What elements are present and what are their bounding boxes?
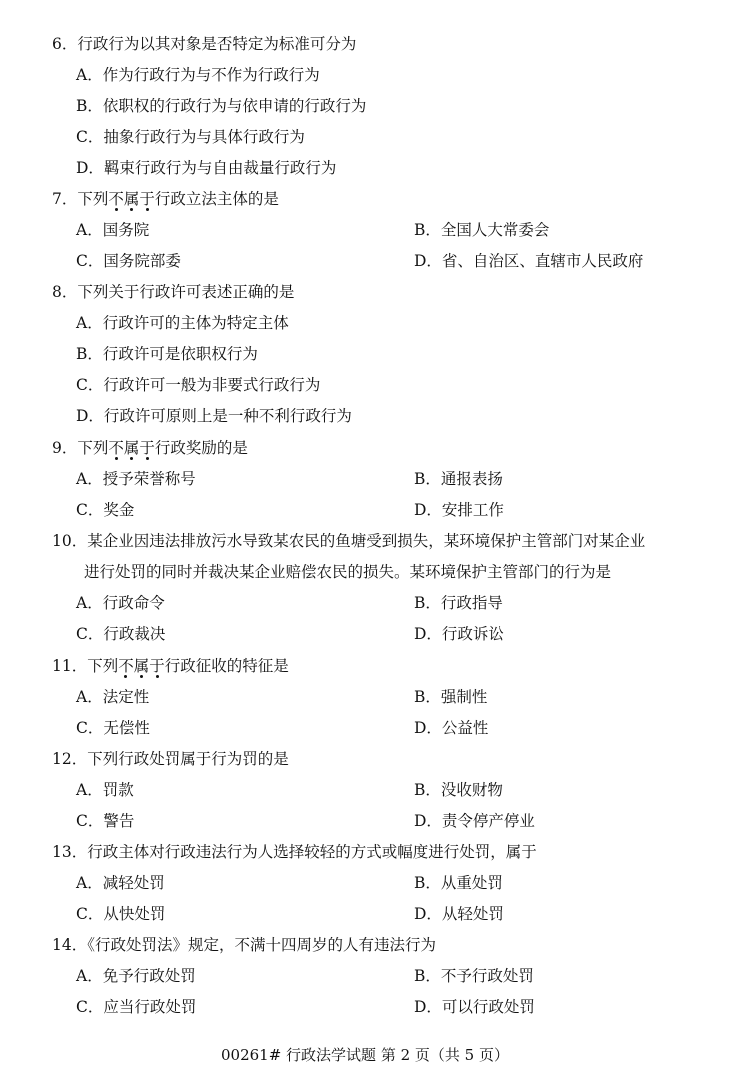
option-d: D．省、自治区、直辖市人民政府 <box>414 252 644 270</box>
emphasis-char: 于 <box>139 439 155 457</box>
option-a: A．减轻处罚 <box>76 874 165 892</box>
emphasis-char: 属 <box>123 190 140 208</box>
option-b: B．没收财物 <box>414 781 503 799</box>
option-b: B．行政指导 <box>414 594 503 612</box>
option-c: C．行政裁决 <box>76 625 166 643</box>
emphasis-char: 不 <box>108 439 124 457</box>
question-stem: 13．行政主体对行政违法行为人选择较轻的方式或幅度进行处罚，属于 <box>52 843 537 861</box>
question-stem: 8．下列关于行政许可表述正确的是 <box>52 283 295 301</box>
option-b: B．强制性 <box>414 688 488 706</box>
question-stem <box>52 187 279 211</box>
option-d: D．羁束行政行为与自由裁量行政行为 <box>76 159 337 177</box>
question-stem <box>52 436 248 460</box>
stem-suffix: 行政立法主体的是 <box>154 190 279 208</box>
option-a: A．行政许可的主体为特定主体 <box>76 314 289 332</box>
option-c: C．抽象行政行为与具体行政行为 <box>76 128 305 146</box>
option-d: D．责令停产停业 <box>414 812 535 830</box>
option-a: A．行政命令 <box>76 594 165 612</box>
option-c: C．国务院部委 <box>76 252 181 270</box>
option-c: C．应当行政处罚 <box>76 998 197 1016</box>
option-b: B．依职权的行政行为与依申请的行政行为 <box>76 97 367 115</box>
option-b: B．从重处罚 <box>414 874 503 892</box>
emphasis-char: 于 <box>139 190 155 208</box>
question-stem <box>52 654 289 678</box>
option-a: A．作为行政行为与不作为行政行为 <box>76 66 320 84</box>
option-c: C．行政许可一般为非要式行政行为 <box>76 376 321 394</box>
option-c: C．警告 <box>76 812 135 830</box>
stem-prefix: 7．下列 <box>52 190 109 208</box>
option-d: D．行政诉讼 <box>414 625 504 643</box>
option-d: D．安排工作 <box>414 501 504 519</box>
stem-prefix: 9．下列 <box>52 439 109 457</box>
stem-suffix: 行政奖励的是 <box>154 439 248 457</box>
question-stem: 6．行政行为以其对象是否特定为标准可分为 <box>52 35 357 53</box>
option-a: A．法定性 <box>76 688 150 706</box>
page-footer: 00261# 行政法学试题 第 2 页（共 5 页） <box>221 1046 509 1064</box>
option-b: B．全国人大常委会 <box>414 221 550 239</box>
emphasis-char: 不 <box>108 190 124 208</box>
question-stem: 10．某企业因违法排放污水导致某农民的鱼塘受到损失，某环境保护主管部门对某企业 <box>52 532 646 550</box>
option-c: C．无偿性 <box>76 719 150 737</box>
option-d: D．公益性 <box>414 719 489 737</box>
option-d: D．从轻处罚 <box>414 905 504 923</box>
question-stem: 12．下列行政处罚属于行为罚的是 <box>52 750 289 768</box>
emphasis-char: 不 <box>118 657 134 675</box>
emphasis-char: 属 <box>123 439 140 457</box>
option-c: C．从快处罚 <box>76 905 166 923</box>
option-b: B．通报表扬 <box>414 470 503 488</box>
emphasis-char: 于 <box>149 657 165 675</box>
option-a: A．授予荣誉称号 <box>76 470 196 488</box>
option-b: B．不予行政处罚 <box>414 967 534 985</box>
stem-suffix: 行政征收的特征是 <box>164 657 289 675</box>
option-b: B．行政许可是依职权行为 <box>76 345 258 363</box>
option-a: A．罚款 <box>76 781 134 799</box>
option-c: C．奖金 <box>76 501 135 519</box>
question-stem-continued: 进行处罚的同时并裁决某企业赔偿农民的损失。某环境保护主管部门的行为是 <box>84 563 612 581</box>
option-a: A．免予行政处罚 <box>76 967 196 985</box>
stem-prefix: 11．下列 <box>52 657 119 675</box>
question-stem: 14．《行政处罚法》规定，不满十四周岁的人有违法行为 <box>52 936 436 954</box>
emphasis-char: 属 <box>133 657 150 675</box>
option-d: D．行政许可原则上是一种不利行政行为 <box>76 407 352 425</box>
option-a: A．国务院 <box>76 221 150 239</box>
option-d: D．可以行政处罚 <box>414 998 535 1016</box>
